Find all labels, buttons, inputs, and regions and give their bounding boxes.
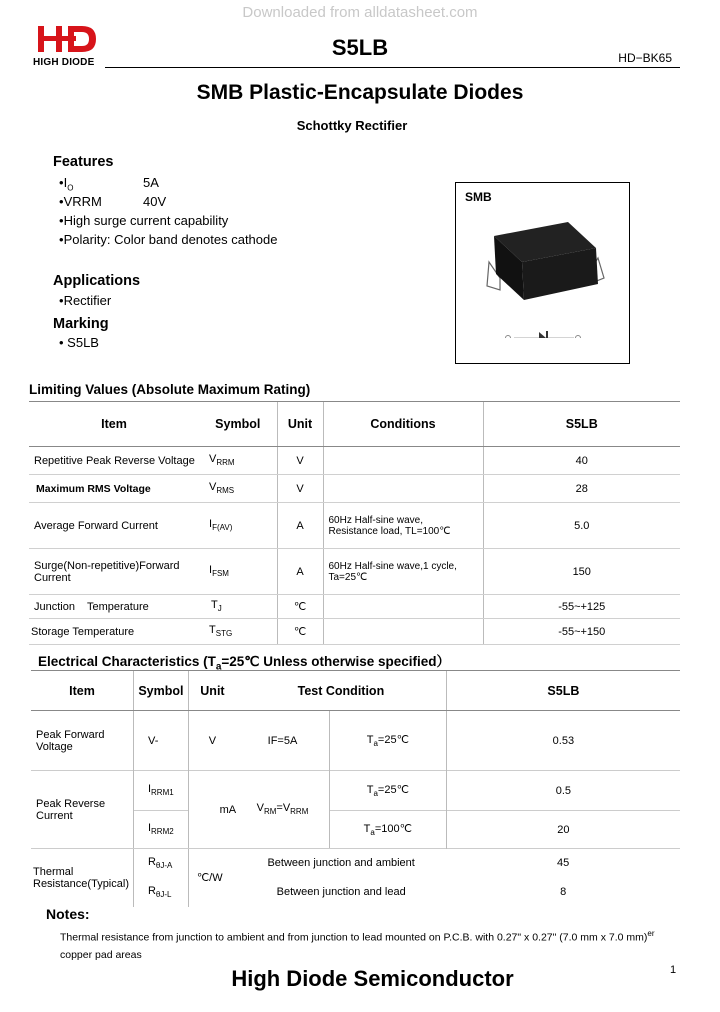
row-item: Storage Temperature <box>29 619 199 645</box>
row-symbol: $T_J$ <box>199 595 277 619</box>
row-conditions <box>323 619 483 645</box>
row-item: Maximum RMS Voltage <box>29 475 199 503</box>
row-condition-ta: $T_a=25℃$ <box>329 711 446 771</box>
marking-heading: Marking <box>53 316 109 332</box>
row-condition-ta: $T_a=100℃$ <box>329 811 446 849</box>
row-conditions <box>323 475 483 503</box>
package-figure <box>455 182 630 364</box>
row-unit: V <box>277 475 323 503</box>
row-value: 0.5 <box>446 771 680 811</box>
package-label: SMB <box>465 190 492 204</box>
row-value: 0.53 <box>446 711 680 771</box>
feature-polarity: •Polarity: Color band denotes cathode <box>59 232 278 247</box>
table-row <box>29 549 680 595</box>
row-item: Peak Reverse Current <box>31 771 133 849</box>
footer-company: High Diode Semiconductor <box>231 966 514 991</box>
limiting-values-title: Limiting Values (Absolute Maximum Rating) <box>29 382 311 397</box>
col-value: S5LB <box>483 402 680 447</box>
row-unit: ℃ <box>277 595 323 619</box>
row-unit: V <box>277 447 323 475</box>
row-value: 20 <box>446 811 680 849</box>
table-row <box>29 475 680 503</box>
table-row <box>29 595 680 619</box>
row-value: -55~+150 <box>483 619 680 645</box>
feature-io-value: 5A <box>143 175 159 190</box>
feature-surge: •High surge current capability <box>59 213 229 228</box>
row-value: 45 <box>557 857 570 870</box>
table-row <box>31 849 680 878</box>
row-unit: ℃ <box>277 619 323 645</box>
row-value: 28 <box>483 475 680 503</box>
page-title: SMB Plastic-Encapsulate Diodes <box>196 81 524 104</box>
row-unit: A <box>277 549 323 595</box>
col-test-condition: Test Condition <box>236 671 446 711</box>
row-symbol: $V_{RRM}$ <box>199 447 277 475</box>
application-item: •Rectifier <box>59 293 112 308</box>
page-subtitle: Schottky Rectifier <box>296 118 408 133</box>
row-conditions: 60Hz Half-sine wave, Resistance load, TL=100℃ <box>323 503 483 549</box>
table-row <box>29 619 680 645</box>
row-symbol: $I_{F(AV)}$ <box>199 503 277 549</box>
col-item: Item <box>29 402 199 447</box>
feature-vrrm-value: 40V <box>143 194 167 209</box>
part-code: HD−BK65 <box>618 51 672 65</box>
electrical-title: Electrical Characteristics ($T_a=25℃$ Unless otherwise specified） <box>38 654 451 673</box>
row-value: -55~+125 <box>483 595 680 619</box>
row-item: Thermal Resistance(Typical) <box>33 865 129 890</box>
row-conditions <box>323 595 483 619</box>
row-item: Average Forward Current <box>29 503 199 549</box>
table-row <box>31 771 680 811</box>
row-conditions <box>323 447 483 475</box>
row-item: Repetitive Peak Reverse Voltage <box>29 447 199 475</box>
table-header-row <box>29 402 680 447</box>
table-row <box>29 447 680 475</box>
row-symbol: $R_{\theta J-L}$ <box>133 878 188 907</box>
row-item: Surge(Non-repetitive)Forward Current <box>29 549 199 595</box>
col-conditions: Conditions <box>323 402 483 447</box>
feature-vrrm: •VRRM <box>59 194 102 209</box>
row-value: 5.0 <box>483 503 680 549</box>
row-symbol: $I_{FSM}$ <box>199 549 277 595</box>
watermark: Downloaded from alldatasheet.com <box>242 4 478 21</box>
row-value: 150 <box>483 549 680 595</box>
limiting-values-table <box>29 401 680 645</box>
row-condition-ta: $T_a=25℃$ <box>329 771 446 811</box>
feature-io: $•I_O$ <box>59 175 74 193</box>
row-symbol: $I_{RRM2}$ <box>133 811 188 849</box>
col-unit: Unit <box>188 671 236 711</box>
row-conditions: 60Hz Half-sine wave,1 cycle, Ta=25℃ <box>323 549 483 595</box>
electrical-table <box>31 670 680 907</box>
row-value: 40 <box>483 447 680 475</box>
notes-heading: Notes: <box>46 906 90 922</box>
table-row <box>31 711 680 771</box>
row-condition: Between junction and lead <box>276 886 406 898</box>
row-condition: IF=5A <box>267 734 298 747</box>
col-unit: Unit <box>277 402 323 447</box>
row-symbol: $T_{STG}$ <box>199 619 277 645</box>
table-header-row <box>31 671 680 711</box>
row-unit: ℃/W <box>188 849 236 907</box>
col-symbol: Symbol <box>199 402 277 447</box>
table-row <box>29 503 680 549</box>
note-text: Thermal resistance from junction to ambient and from junction to lead mounted on P.C.B. with 0.27" x 0.27" (7.0 mm x 7.0 mm)$^{er}$ copper pad areas <box>60 929 655 961</box>
row-symbol: $V_{RMS}$ <box>199 475 277 503</box>
row-unit: V <box>188 711 236 771</box>
row-symbol: $R_{\theta J-A}$ <box>133 849 188 878</box>
page-number: 1 <box>670 964 677 976</box>
col-item: Item <box>31 671 133 711</box>
part-number: S5LB <box>331 35 389 60</box>
row-item: Junction Temperature <box>29 595 199 619</box>
col-symbol: Symbol <box>133 671 188 711</box>
header-rule <box>105 67 680 68</box>
applications-heading: Applications <box>53 273 141 289</box>
row-symbol: $I_{RRM1}$ <box>133 771 188 811</box>
logo-text: HIGH DIODE <box>33 57 95 68</box>
row-value: 8 <box>560 886 567 898</box>
row-item: Peak Forward Voltage <box>36 728 105 753</box>
row-symbol: V- <box>133 711 188 771</box>
row-condition: $V_{RM}=V_{RRM}$ <box>236 771 329 849</box>
row-condition: Between junction and ambient <box>267 857 415 870</box>
col-value: S5LB <box>446 671 680 711</box>
features-heading: Features <box>53 154 114 170</box>
marking-item: • S5LB <box>59 335 99 350</box>
row-unit: mA <box>188 771 236 849</box>
smb-package-icon <box>484 218 608 338</box>
row-unit: A <box>277 503 323 549</box>
